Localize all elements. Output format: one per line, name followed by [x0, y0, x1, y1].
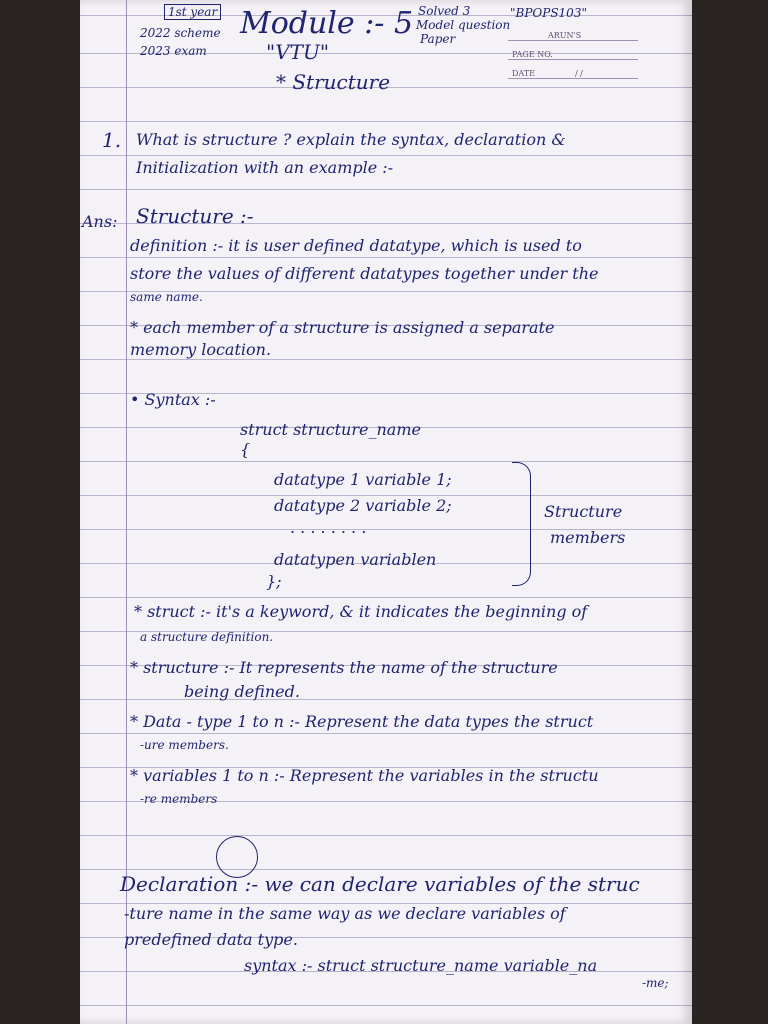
- syntax-dots: . . . . . . . .: [290, 518, 367, 537]
- syntax-close-brace: };: [266, 572, 282, 591]
- structure-members-label-1: Structure: [544, 502, 623, 521]
- declaration-line-1: Declaration :- we can declare variables of the struc: [120, 872, 640, 896]
- scheme-label: 2022 scheme: [140, 26, 221, 40]
- module-heading: Module :- 5: [240, 6, 414, 41]
- page-no-line: [508, 41, 638, 60]
- point-3-line-2: -ure members.: [140, 738, 229, 752]
- point-4-line-2: -re members: [140, 792, 218, 806]
- point-2-line-1: * structure :- It represents the name of the structure: [130, 658, 558, 677]
- exam-label: 2023 exam: [140, 44, 207, 58]
- vtu-label: "VTU": [266, 40, 330, 64]
- declaration-syntax: syntax :- struct structure_name variable_na: [244, 956, 598, 975]
- model-label: Model question: [416, 18, 511, 32]
- declaration-line-3: predefined data type.: [124, 930, 298, 949]
- question-number: 1.: [102, 128, 122, 152]
- solved-label: Solved 3: [418, 4, 471, 18]
- note-line-1: * each member of a structure is assigned a separate: [130, 318, 555, 337]
- declaration-syntax-tail: -me;: [642, 976, 669, 990]
- point-3-line-1: * Data - type 1 to n :- Represent the data types the struct: [130, 712, 594, 731]
- page-no-label: PAGE NO.: [512, 50, 553, 59]
- answer-heading: Structure :-: [136, 204, 254, 228]
- syntax-open-brace: {: [240, 440, 251, 459]
- page-date-box: [508, 22, 638, 78]
- point-4-line-1: * variables 1 to n :- Represent the variables in the structu: [130, 766, 599, 785]
- answer-label: Ans:: [82, 212, 118, 231]
- question-line-2: Initialization with an example :-: [136, 158, 394, 177]
- brand-label: ARUN'S: [548, 31, 582, 40]
- question-line-1: What is structure ? explain the syntax, declaration &: [136, 130, 566, 149]
- margin-line: [126, 0, 127, 1024]
- notebook-page: [80, 0, 692, 1024]
- definition-line-1: definition :- it is user defined datatype, which is used to: [130, 236, 582, 255]
- point-2-line-2: being defined.: [184, 682, 300, 701]
- member-bracket: [512, 462, 531, 586]
- note-line-2: memory location.: [130, 340, 272, 359]
- date-line: [508, 60, 638, 79]
- syntax-label: • Syntax :-: [130, 390, 216, 409]
- syntax-member-n: datatypen variablen: [274, 550, 437, 569]
- declaration-line-2: -ture name in the same way as we declare variables of: [124, 904, 566, 923]
- syntax-line-1: struct structure_name: [240, 420, 421, 439]
- subject-code: "BPOPS103": [510, 6, 587, 20]
- structure-members-label-2: members: [550, 528, 626, 547]
- point-1-line-2: a structure definition.: [140, 630, 274, 644]
- syntax-member-1: datatype 1 variable 1;: [274, 470, 452, 489]
- year-label: 1st year: [164, 4, 221, 20]
- definition-line-2: store the values of different datatypes together under the: [130, 264, 599, 283]
- syntax-member-2: datatype 2 variable 2;: [274, 496, 452, 515]
- date-label: DATE: [512, 69, 535, 78]
- paper-label: Paper: [420, 32, 456, 46]
- point-1-line-1: * struct :- it's a keyword, & it indicates the beginning of: [134, 602, 588, 621]
- brand-line: [508, 22, 638, 41]
- definition-line-3: same name.: [130, 290, 203, 304]
- date-value: / /: [574, 69, 583, 78]
- page-title: * Structure: [276, 70, 391, 94]
